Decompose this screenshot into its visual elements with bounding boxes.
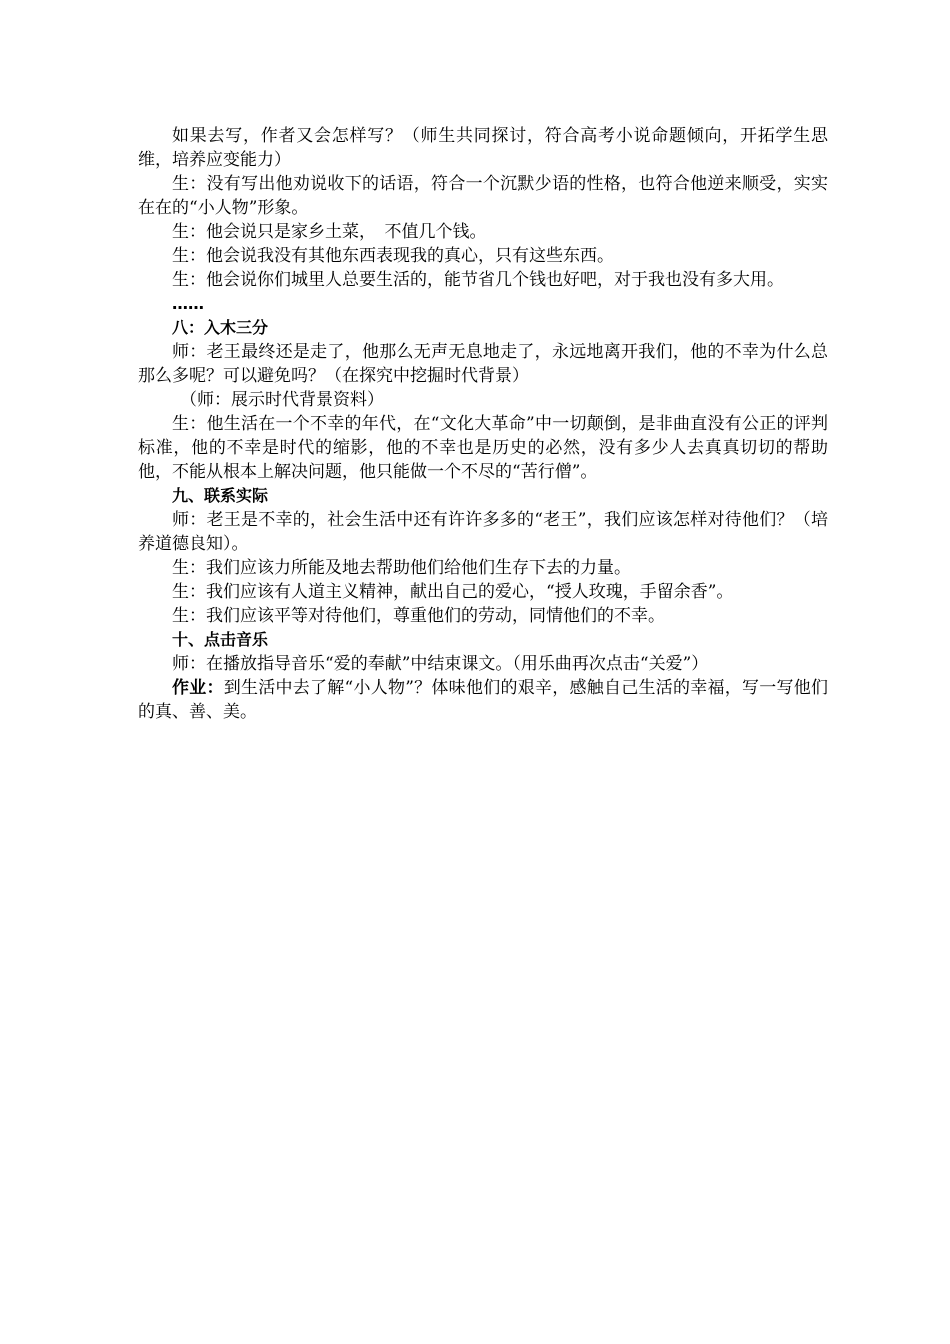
paragraph-student-answer-9c: 生：我们应该平等对待他们，尊重他们的劳动，同情他们的不幸。 (172, 606, 665, 626)
paragraph-teacher-10: 师：在播放指导音乐“爱的奉献”中结束课文。（用乐曲再次点击“关爱”） (172, 654, 709, 674)
paragraph-student-answer-3: 生：他会说我没有其他东西表现我的真心，只有这些东西。 (172, 246, 614, 266)
section-heading-9: 九、联系实际 (172, 486, 269, 505)
paragraph-teacher-question-9: 师：老王是不幸的，社会生活中还有许许多多的“老王”，我们应该怎样对待他们？（培养道德良知）。 (138, 510, 828, 554)
paragraph-student-answer-9b: 生：我们应该有人道主义精神，献出自己的爱心，“授人玫瑰，手留余香”。 (172, 582, 734, 602)
paragraph-teacher-note-8: （师：展示时代背景资料） (180, 390, 384, 410)
ellipsis: …… (172, 294, 204, 313)
paragraph-student-answer-4: 生：他会说你们城里人总要生活的，能节省几个钱也好吧，对于我也没有多大用。 (172, 270, 784, 290)
paragraph-rewrite-question: 如果去写，作者又会怎样写？（师生共同探讨，符合高考小说命题倾向，开拓学生思维，培养应变能力） (138, 126, 828, 170)
homework-label: 作业： (172, 678, 224, 698)
paragraph-student-answer-8: 生：他生活在一个不幸的年代，在“文化大革命”中一切颠倒，是非曲直没有公正的评判标准，他的不幸是时代的缩影，他的不幸也是历史的必然，没有多少人去真真切切的帮助他，不能从根本上解决问题，他只能做一个不尽的“苦行僧”。 (138, 414, 828, 482)
paragraph-student-answer-1: 生：没有写出他劝说收下的话语，符合一个沉默少语的性格，也符合他逆来顺受，实实在在的“小人物”形象。 (138, 174, 828, 218)
document-page (138, 124, 828, 724)
paragraph-student-answer-9a: 生：我们应该力所能及地去帮助他们给他们生存下去的力量。 (172, 558, 631, 578)
paragraph-student-answer-2: 生：他会说只是家乡土菜， 不值几个钱。 (172, 222, 487, 242)
homework-text: 到生活中去了解“小人物”？体味他们的艰辛，感触自己生活的幸福，写一写他们的真、善、美。 (138, 678, 828, 722)
section-heading-10: 十、点击音乐 (172, 630, 269, 649)
paragraph-teacher-question-8: 师：老王最终还是走了，他那么无声无息地走了，永远地离开我们，他的不幸为什么总那么多呢？可以避免吗？（在探究中挖掘时代背景） (138, 342, 828, 386)
section-heading-8: 八：入木三分 (172, 318, 269, 337)
paragraph-homework (138, 676, 828, 724)
